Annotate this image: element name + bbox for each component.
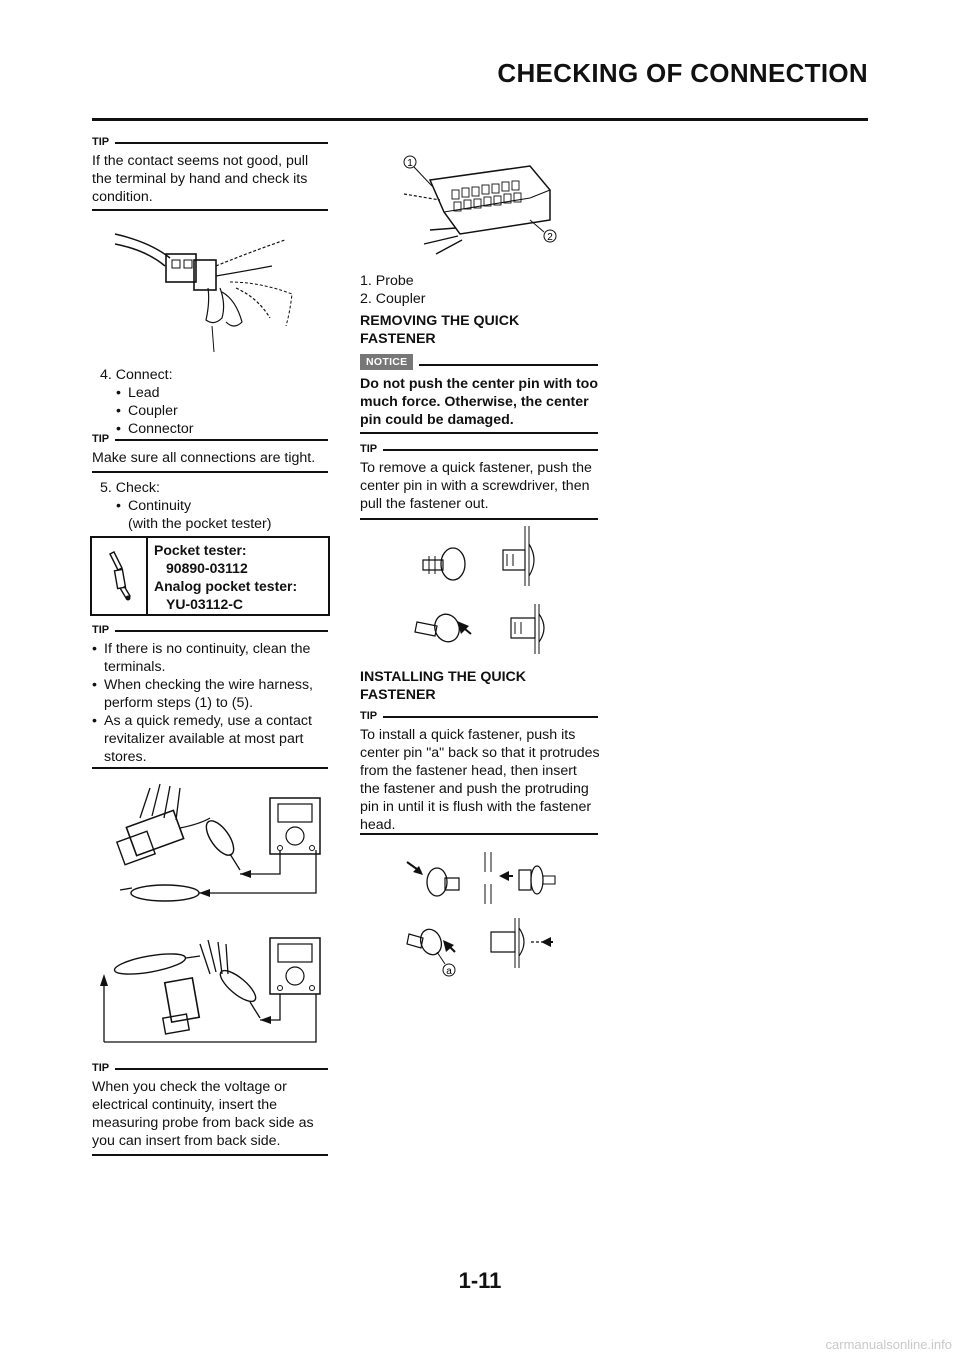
probe-coupler-illustration — [400, 150, 570, 260]
list-item: • As a quick remedy, use a contact revitalizer available at most part stores. — [92, 712, 324, 766]
section-heading: INSTALLING THE QUICK FASTENER — [360, 669, 527, 703]
divider — [360, 432, 598, 434]
tip-text: To remove a quick fastener, push the center pin in with a screwdriver, then pull the fastener out. — [360, 460, 592, 512]
step-4-title: 4. Connect: — [100, 367, 173, 383]
tip-text: When you check the voltage or electrical continuity, insert the measuring probe from back side as you can insert from back side. — [92, 1079, 314, 1149]
tip-header — [92, 136, 328, 148]
legend-item: 2. Coupler — [360, 291, 426, 307]
page-number: 1-11 — [458, 1268, 502, 1293]
tip-header — [92, 624, 328, 636]
callout-2: 2 — [547, 232, 553, 243]
tool-icon — [92, 538, 148, 614]
step-5-list — [116, 497, 191, 515]
divider — [92, 209, 328, 211]
probe-tool-icon — [104, 550, 134, 602]
tool-name: Pocket tester: — [154, 542, 247, 558]
step-4-list — [116, 384, 193, 438]
tip-label: TIP — [92, 433, 110, 445]
notice-header — [360, 354, 598, 370]
fastener-install-illustration — [405, 848, 565, 978]
terminal-pull-illustration — [110, 222, 310, 354]
callout-1: 1 — [407, 158, 413, 169]
section-heading: REMOVING THE QUICK FASTENER — [360, 313, 520, 347]
list-item: • Lead — [116, 384, 193, 402]
list-item: • Connector — [116, 420, 193, 438]
list-item: • When checking the wire harness, perform steps (1) to (5). — [92, 676, 324, 712]
notice-text: Do not push the center pin with too much force. Otherwise, the center pin could be damaged. — [360, 376, 599, 428]
tool-part-number: YU-03112-C — [166, 596, 244, 612]
tip-label: TIP — [92, 624, 110, 636]
tip-label: TIP — [360, 710, 378, 722]
tip-list — [92, 640, 324, 766]
divider — [92, 1154, 328, 1156]
tip-header — [360, 443, 598, 455]
callout-a: a — [446, 966, 452, 977]
watermark: carmanualsonline.info — [825, 1337, 952, 1352]
step-5-title: 5. Check: — [100, 480, 160, 496]
step-5-sub: (with the pocket tester) — [128, 516, 272, 532]
tip-text: Make sure all connections are tight. — [92, 450, 316, 466]
page-title: CHECKING OF CONNECTION — [497, 58, 868, 88]
continuity-test-illustration — [100, 778, 330, 910]
tip-text: To install a quick fastener, push its center pin "a" back so that it protrudes from the fastener head, then insert the fastener and push the protruding pin in until it is flush with the fastener head. — [360, 727, 600, 833]
tool-name: Analog pocket tester: — [154, 578, 298, 594]
fastener-removal-illustration — [415, 526, 555, 656]
notice-badge: NOTICE — [360, 354, 413, 370]
divider — [360, 518, 598, 520]
tip-label: TIP — [360, 443, 378, 455]
tip-text: If the contact seems not good, pull the terminal by hand and check its condition. — [92, 153, 309, 205]
continuity-test-illustration-2 — [100, 934, 330, 1046]
legend-item: 1. Probe — [360, 273, 414, 289]
tip-label: TIP — [92, 1062, 110, 1074]
list-item: • Coupler — [116, 402, 193, 420]
divider — [92, 767, 328, 769]
tool-part-number: 90890-03112 — [166, 560, 248, 576]
tip-header — [92, 433, 328, 445]
tip-header — [92, 1062, 328, 1074]
list-item: • If there is no continuity, clean the terminals. — [92, 640, 324, 676]
tool-box — [90, 536, 330, 616]
tool-spec — [148, 538, 303, 614]
divider — [360, 833, 598, 835]
divider — [92, 471, 328, 473]
tip-label: TIP — [92, 136, 110, 148]
tip-header — [360, 710, 598, 722]
list-item: • Continuity — [116, 497, 191, 515]
title-rule — [92, 118, 868, 121]
